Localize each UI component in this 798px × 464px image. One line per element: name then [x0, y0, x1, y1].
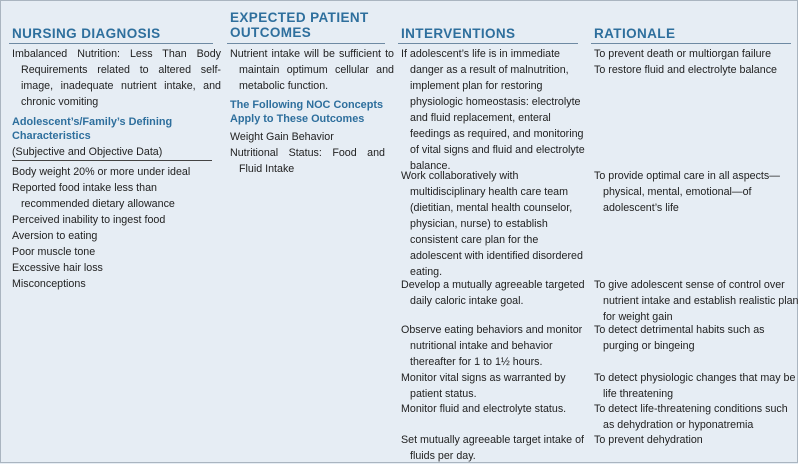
list-item: Reported food intake less than recommended dietary allowance [12, 182, 175, 210]
list-item: Body weight 20% or more under ideal [12, 166, 191, 178]
rationale-item: To prevent death or multiorgan failure [594, 48, 772, 60]
rationale-item: To detect detrimental habits such as purging or bingeing [594, 324, 765, 352]
noc-heading: The Following NOC Concepts Apply to These Outcomes [230, 99, 384, 125]
intervention-item: Observe eating behaviors and monitor nutritional intake and behavior thereafter for 1 to 1½ hours. [401, 324, 583, 368]
rationale-item: To provide optimal care in all aspects—physical, mental, emotional—of adolescent’s life [594, 170, 780, 214]
intervention-item: Monitor fluid and electrolyte status. [401, 403, 567, 415]
list-item: Misconceptions [12, 278, 86, 290]
outcome-statement: Nutrient intake will be sufficient to maintain optimum cellular and metabolic function. [230, 48, 394, 92]
header-rule [398, 43, 578, 44]
rationale-header: RATIONALE [594, 26, 676, 41]
rationale-item: To prevent dehydration [594, 434, 703, 446]
characteristics-list [12, 164, 212, 292]
list-item: Weight Gain Behavior [230, 131, 334, 143]
list-item: Perceived inability to ingest food [12, 214, 166, 226]
intervention-item: Develop a mutually agreeable targeted daily caloric intake goal. [401, 279, 585, 307]
intervention-item: If adolescent’s life is in immediate danger as a result of malnutrition, implement plan for restoring physiologic homeostasis: electrolyte and fluid replacement, enteral feedings as required, and monitoring of vital signs and fluid and electrolyte balance. [401, 48, 585, 172]
noc-list [230, 129, 385, 177]
rationale-item: To restore fluid and electrolyte balance [594, 64, 777, 76]
list-item: Aversion to eating [12, 230, 98, 242]
data-subheading: (Subjective and Objective Data) [12, 145, 212, 161]
diagnosis-statement: Imbalanced Nutrition: Less Than Body Requirements related to altered self-image, inadequate nutrient intake, and chronic vomiting [12, 48, 221, 108]
rationale-item: To detect physiologic changes that may be life threatening [594, 372, 796, 400]
rationale-item: To give adolescent sense of control over nutrient intake and establish realistic plan for weight gain [594, 279, 798, 323]
diagnosis-header: NURSING DIAGNOSIS [12, 26, 161, 41]
rationale-item: To detect life-threatening conditions such as dehydration or hyponatremia [594, 403, 788, 431]
list-item: Poor muscle tone [12, 246, 96, 258]
intervention-item: Work collaboratively with multidisciplinary health care team (dietitian, mental health counselor, physician, nurse) to establish consistent care plan for the adolescent with identified disordered eating. [401, 170, 583, 278]
intervention-item: Set mutually agreeable target intake of fluids per day. [401, 434, 584, 462]
list-item: Nutritional Status: Food and Fluid Intake [230, 147, 385, 175]
header-rule [9, 43, 213, 44]
header-rule [227, 43, 385, 44]
rationale-column [591, 1, 798, 462]
header-rule [591, 43, 791, 44]
list-item: Excessive hair loss [12, 262, 103, 274]
outcomes-column [227, 1, 394, 462]
intervention-item: Monitor vital signs as warranted by patient status. [401, 372, 566, 400]
outcomes-header: EXPECTED PATIENT OUTCOMES [230, 10, 369, 40]
defining-characteristics-heading: Adolescent’s/Family’s Defining Characteristics [12, 116, 173, 142]
interventions-header: INTERVENTIONS [401, 26, 516, 41]
diagnosis-column [9, 1, 221, 462]
interventions-column [398, 1, 585, 462]
